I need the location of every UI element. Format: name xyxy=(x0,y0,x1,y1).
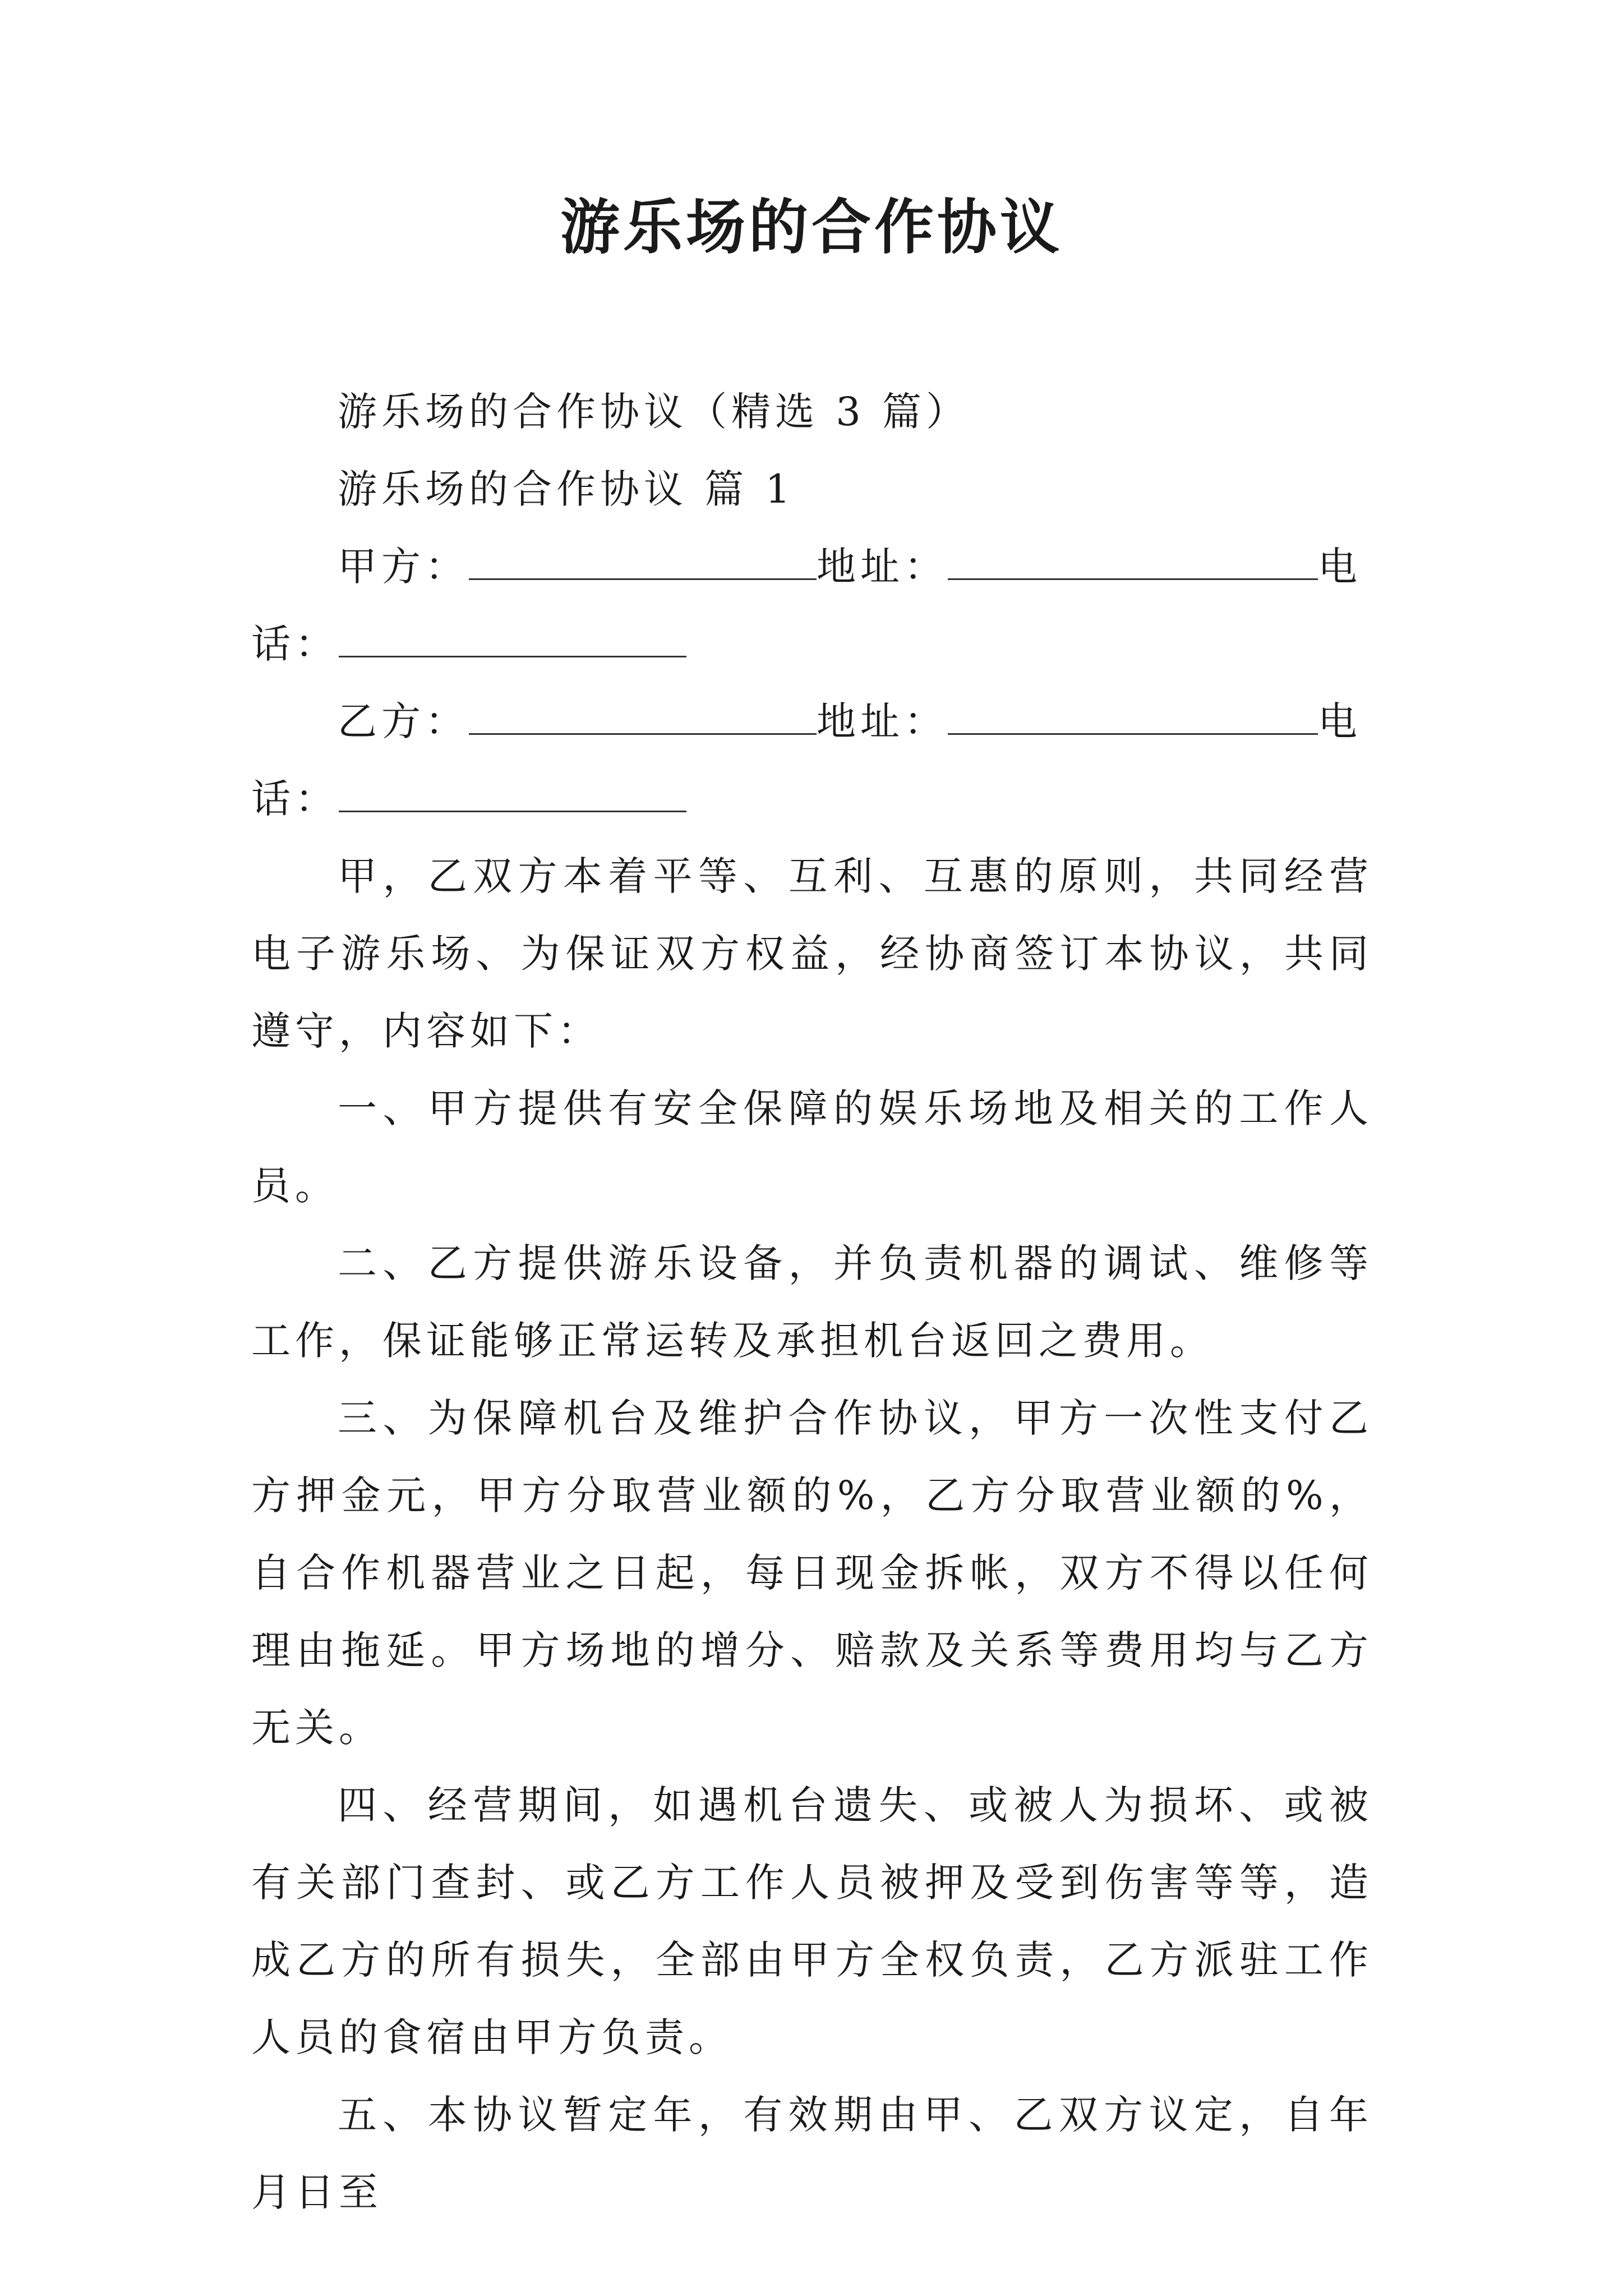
party-a-name-blank xyxy=(469,539,817,580)
party-b-phone-blank xyxy=(339,771,686,812)
party-a-address-blank xyxy=(948,539,1318,580)
clause-2: 二、乙方提供游乐设备，并负责机器的调试、维修等工作，保证能够正常运转及承担机台返回之费用。 xyxy=(251,1240,1373,1364)
document-subtitle: 游乐场的合作协议（精选 3 篇） xyxy=(338,389,970,435)
document-title: 游乐场的合作协议 xyxy=(560,192,1063,262)
party-a-phone-label-1: 电 xyxy=(1318,544,1362,590)
document-body xyxy=(251,373,1373,2231)
party-b-address-blank xyxy=(948,694,1318,735)
party-b-name-blank xyxy=(469,694,817,735)
party-a-label: 甲方： xyxy=(338,544,469,590)
clause-5: 五、本协议暂定年，有效期由甲、乙双方议定，自年月日至 xyxy=(251,2092,1373,2215)
party-a-address-label: 地址： xyxy=(817,544,948,590)
clause-3: 三、为保障机台及维护合作协议，甲方一次性支付乙方押金元，甲方分取营业额的%，乙方分取营业额的%，自合作机器营业之日起，每日现金拆帐，双方不得以任何理由拖延。甲方场地的增分、赔款及关系等费用均与乙方无关。 xyxy=(251,1395,1373,1751)
party-a-row xyxy=(251,528,1373,683)
section-heading: 游乐场的合作协议 篇 1 xyxy=(338,466,795,512)
clause-1: 一、甲方提供有安全保障的娱乐场地及相关的工作人员。 xyxy=(251,1085,1373,1209)
party-a-phone-label-2: 话： xyxy=(251,621,339,667)
intro-paragraph: 甲，乙双方本着平等、互利、互惠的原则，共同经营电子游乐场、为保证双方权益，经协商签订本协议，共同遵守，内容如下： xyxy=(251,853,1373,1054)
party-b-row xyxy=(251,683,1373,838)
party-b-phone-label-2: 话： xyxy=(251,776,339,822)
party-b-phone-label-1: 电 xyxy=(1318,698,1362,744)
clause-4: 四、经营期间，如遇机台遗失、或被人为损坏、或被有关部门查封、或乙方工作人员被押及受到伤害等等，造成乙方的所有损失，全部由甲方全权负责，乙方派驻工作人员的食宿由甲方负责。 xyxy=(251,1782,1373,2060)
party-b-address-label: 地址： xyxy=(817,698,948,744)
party-b-label: 乙方： xyxy=(338,698,469,744)
party-a-phone-blank xyxy=(339,616,686,657)
